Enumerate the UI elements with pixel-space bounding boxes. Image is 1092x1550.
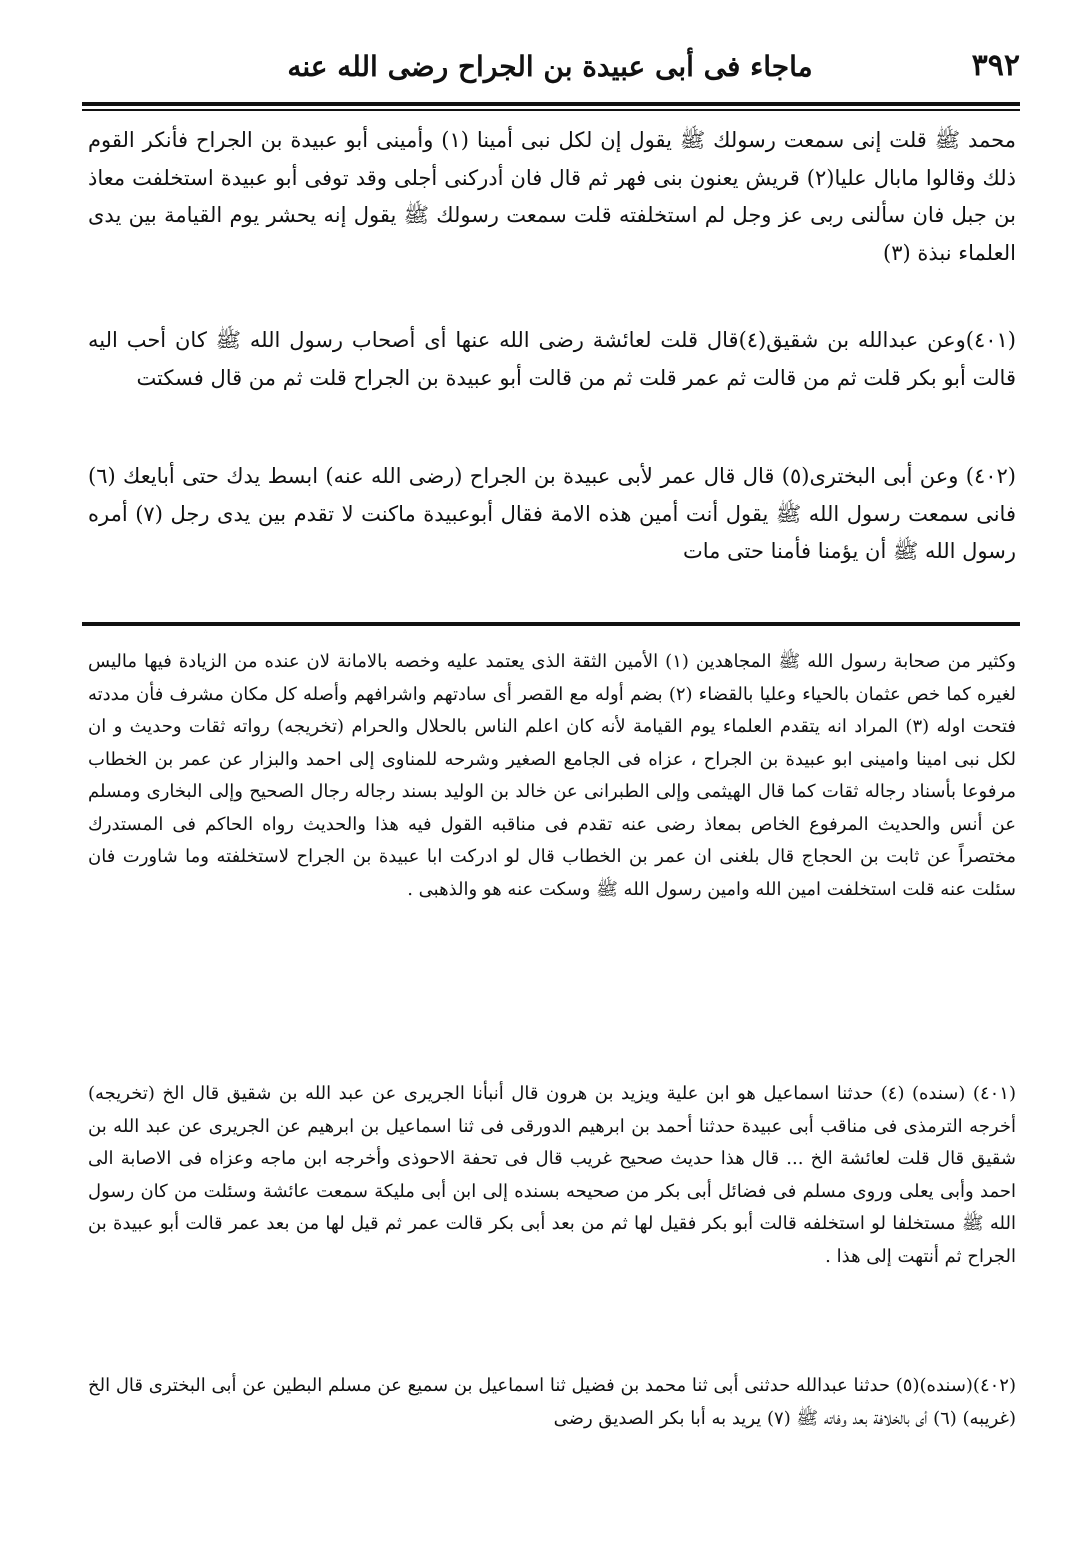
- header-rule-thin: [82, 109, 1020, 111]
- page-number: ٣٩٢: [971, 48, 1020, 83]
- footnotes-block: [88, 1370, 1016, 1435]
- footnotes-block: [88, 1078, 1016, 1273]
- main-text-paragraph: [88, 322, 1016, 397]
- header-rule: [82, 102, 1020, 106]
- hadith-402: (٤٠٢) وعن أبى البخترى(٥) قال قال عمر لأبى عبيدة بن الجراح (رضى الله عنه) ابسط يدك حتى أبايعك (٦) فانى سمعت رسول الله ﷺ يقول أنت أمين هذه الامة فقال أبوعبيدة ماكنت لا تقدم بين يدى رجل (٧) أمره رسول الله ﷺ أن يؤمنا فأمنا حتى مات: [88, 464, 1016, 563]
- footnotes-block: [88, 646, 1016, 906]
- page-header: [80, 48, 1020, 98]
- footnote-paragraph: (٤٠١) (سنده) (٤) حدثنا اسماعيل هو ابن علية ويزيد بن هرون قال أنبأنا الجريرى عن عبد الله بن شقيق قال الخ (تخريجه) أخرجه الترمذى فى مناقب أبى عبيدة حدثنا أحمد بن ابرهيم الدورقى فى ثنا اسماعيل بن ابرهيم عن الجريرى عن عبد الله بن شقيق قال قلت لعائشة الخ ... قال هذا حديث صحيح غريب قال فى تحفة الاحوذى وأخرجه ابن ماجه وعزاه فى الاصابة الى احمد وأبى يعلى وروى مسلم فى فضائل أبى بكر من صحيحه بسنده إلى ابن أبى مليكة سمعت عائشة وسئلت من كان رسول الله ﷺ مستخلفا لو استخلفه قالت أبو بكر فقيل لها ثم من بعد أبى بكر قالت عمر ثم قيل لها من بعد عمر قالت أبو عبيدة بن الجراح ثم أنتهت إلى هذا .: [88, 1083, 1016, 1267]
- hadith-401: (٤٠١)وعن عبدالله بن شقيق(٤)قال قلت لعائشة رضى الله عنها أى أصحاب رسول الله ﷺ كان أحب اليه قالت أبو بكر قلت ثم من قالت ثم عمر قلت ثم من قالت أبو عبيدة بن الجراح قلت ثم من قال فسكتت: [88, 328, 1016, 390]
- running-title: ماجاء فى أبى عبيدة بن الجراح رضى الله عنه: [287, 50, 813, 83]
- footnote-paragraph: وكثير من صحابة رسول الله ﷺ المجاهدين (١) الأمين الثقة الذى يعتمد عليه وخصه بالامانة لان عنده من الزيادة فيها ماليس لغيره كما خص عثمان بالحياء وعليا بالقضاء (٢) بضم أوله مع القصر أى سادتهم واشرافهم وأصله كل مكان مشرف فأن مددته فتحت اوله (٣) المراد انه يتقدم العلماء يوم القيامة لأنه كان اعلم الناس بالحلال والحرام (تخريجه) رواته ثقات وحديث و ان لكل نبى امينا وامينى ابو عبيدة بن الجراح ، عزاه فى الجامع الصغير وشرحه للمناوى إلى احمد والبزار عن عمر بن الخطاب مرفوعا بأسناد رجاله ثقات كما قال الهيثمى وإلى الطبرانى عن خالد بن الوليد بسند رجاله رجال الصحيح وإلى البخارى ومسلم عن أنس والحديث المرفوع الخاص بمعاذ رضى عنه تقدم فى مناقبه القول فيه هذا والحديث رواه الحاكم فى المستدرك مختصراً عن ثابت بن الحجاج قال بلغنى ان عمر بن الخطاب قال لو ادركت ابا عبيدة بن الجراح لاستخلفته وما شاورت فان سئلت عنه قلت استخلفت امين الله وامين رسول الله ﷺ وسكت عنه هو والذهبى .: [88, 651, 1016, 900]
- main-text-paragraph: [88, 122, 1016, 272]
- footnote-paragraph: (٤٠٢)(سنده)(٥) حدثنا عبدالله حدثنى أبى ثنا محمد بن فضيل ثنا اسماعيل بن سميع عن مسلم البطين عن أبى البخترى قال الخ (غريبه) (٦) أى بالخلافة بعد وفاته ﷺ (٧) يريد به أبا بكر الصديق رضى: [88, 1375, 1016, 1429]
- footnote-separator: [82, 622, 1020, 626]
- main-paragraph-continuation: محمد ﷺ قلت إنى سمعت رسولك ﷺ يقول إن لكل نبى أمينا (١) وأمينى أبو عبيدة بن الجراح فأنكر القوم ذلك وقالوا مابال عليا(٢) قريش يعنون بنى فهر ثم قال فان أدركنى أجلى وقد توفى أبو عبيدة استخلفت معاذ بن جبل فان سألنى ربى عز وجل لم استخلفته قلت سمعت رسولك ﷺ يقول إنه يحشر يوم القيامة بين يدى العلماء نبذة (٣): [88, 128, 1016, 265]
- main-text-paragraph: [88, 458, 1016, 571]
